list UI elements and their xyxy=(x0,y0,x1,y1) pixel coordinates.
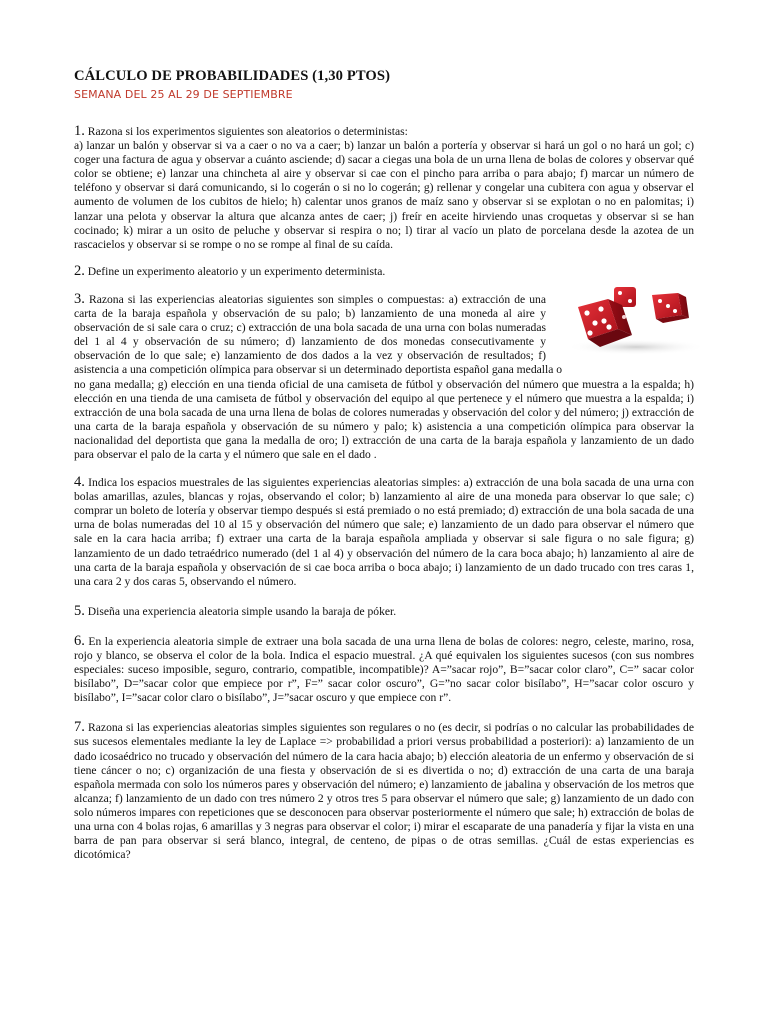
question-text: Define un experimento aleatorio y un experimento determinista. xyxy=(87,264,386,278)
question-number: 7. xyxy=(74,719,85,736)
question-2 xyxy=(74,264,694,279)
question-number: 1. xyxy=(74,123,85,139)
question-3 xyxy=(74,292,694,462)
question-text: Indica los espacios muestrales de las siguientes experiencias aleatorias simples: a) extracción de una bola sacada de una urna con bolas amarillas, azules, blancas y rojas, observando el color; b) lanzamiento al aire de una moneda para observar lo que sale; c) comprar un boleto de lotería y observar tiempo después si está premiado o no está premiado; d) extracción de una bola sacada de una urna de bolas numeradas del 10 al 15 y observación del número que sale; e) lanzamiento de un dado para observar el número que sale en la cara hacia arriba; f) extraer una carta de la baraja española ampliada y observar si sale figura o no sale figura; g) lanzamiento de un dado tetraédrico numerado (del 1 al 4) y observación del número de la cara boca abajo; h) lanzamiento al aire de una carta de la baraja española y observación de si cae boca arriba o boca abajo; i) lanzamiento de un dado trucado con tres caras 1, una cara 2 y dos caras 5, observando el número. xyxy=(74,476,694,588)
question-7 xyxy=(74,720,694,862)
question-number: 6. xyxy=(74,632,85,649)
question-4 xyxy=(74,475,694,589)
question-text: Diseña una experiencia aleatoria simple usando la baraja de póker. xyxy=(87,604,397,618)
question-number: 5. xyxy=(74,602,85,619)
question-text: Razona si las experiencias aleatorias simples siguientes son regulares o no (es decir, si podrías o no calcular las probabilidades de sus sucesos elementales mediante la ley de Laplace => probabilidad a priori versus probabilidad a posteriori): a) lanzamiento de un dado icosaédrico no trucado y observación del número de la cara hacia abajo; b) elección aleatoria de un enfermo y observación de si tiene cáncer o no; c) organización de una fiesta y observación de si es divertida o no; d) extracción de una carta de una baraja española mermada con solo los números pares y observación del número; e) lanzamiento de jabalina y observación de los metros que alcanza; f) lanzamiento de un dado con tres número 2 y otros tres 5 para observar el número que sale; g) lanzamiento de un dado con solo números impares con repeticiones que se desconocen para observar posteriormente el número que sale; h) extracción de bolas de una urna con 4 bolas rojas, 6 amarillas y 3 negras para observar el color; i) mirar el escaparate de una panadería y fijar la vista en una barra de pan para observar si será blanco, integral, de centeno, de pipas o de otras semillas. ¿Cuál de estas experiencias es dicotómica? xyxy=(74,721,694,862)
document-title: CÁLCULO DE PROBABILIDADES (1,30 PTOS) xyxy=(74,68,391,84)
question-text: Razona si los experimentos siguientes son aleatorios o deterministas: xyxy=(87,125,408,138)
question-text: Razona si las experiencias aleatorias siguientes son simples o compuestas: a) extracción de una carta de la baraja española y observación de su palo; b) lanzamiento de una moneda al aire y observación de si sale cara o cruz; c) extracción de una bola sacada de una urna con bolas numeradas del 1 al 4 y observación de su número; d) lanzamiento de dos monedas consecutivamente y observación de lo que sale; e) lanzamiento de dos dados a la vez y observación de resultados; f) asistencia a una competición olímpica para observar si un determinado deportista español gana medalla o xyxy=(74,292,563,377)
document-page xyxy=(74,68,694,862)
question-1 xyxy=(74,124,694,252)
question-number: 3. xyxy=(74,290,85,307)
question-number: 4. xyxy=(74,474,85,491)
question-text-continued: no gana medalla; g) elección en una tienda oficial de una camiseta de fútbol y observación del número que muestra a la espalda; h) elección en una tienda de una camiseta de fútbol y observación del equipo al que pertenece y el número que muestra a la espalda; i) extracción de una bola sacada de una urna llena de bolas de colores numeradas y observación del color y del número; j) extracción de una carta de la baraja española y observación de su número y palo; k) asistencia a una competición olímpica para observar la nacionalidad del deportista que gana la medalla de oro; l) extracción de una carta de la baraja española y lanzamiento de un dado para observar el palo de la carta y el número que sale en el dado . xyxy=(74,377,694,461)
question-5 xyxy=(74,604,694,619)
question-body: a) lanzar un balón y observar si va a caer o no va a caer; b) lanzar un balón a portería y observar si hará un gol o no hará un gol; c) coger una factura de agua y observar a cuánto asciende; d) sacar a ciegas una bola de un urna llena de bolas de colores y observar qué color se obtiene; e) lanzar una chincheta al aire y observar si cae con el pincho para arriba o para abajo; f) marcar un número de teléfono y observar si dará comunicando, si lo cogerán o si no lo cogerán; g) rellenar y congelar una cubitera con agua y observar el aumento de volumen de los cubitos de hielo; h) calentar unos granos de maíz sano y observar si se explotan o no en palomitas; i) lanzar una pelota y observar la altura que alcanza antes de caer; j) freír en aceite hirviendo unas croquetas y observar si se han cocinado; k) mirar a un osito de peluche y observar si respira o no; l) tirar al vacío un plato de porcelana desde la azotea de un rascacielos y observar si se rompe o no se rompe al final de su caída. xyxy=(74,139,694,251)
question-6 xyxy=(74,634,694,705)
document-subtitle: SEMANA DEL 25 AL 29 DE SEPTIEMBRE xyxy=(74,88,293,101)
dice-image xyxy=(556,285,706,355)
question-number: 2. xyxy=(74,262,85,279)
question-text: En la experiencia aleatoria simple de extraer una bola sacada de una urna llena de bolas de colores: negro, celeste, marino, rosa, rojo y blanco, se observa el color de la bola. Indica el espacio muestral. ¿A qué equivalen los siguientes sucesos (con sus nombres especiales: suceso imposible, seguro, contrario, compatible, incompatible)? A=”sacar rojo”, B=”sacar color claro”, C=” sacar color bisílabo”, D=”sacar color que empiece por r”, F=” sacar color oscuro”, G=”no sacar color bisílabo”, H=”sacar color oscuro y bisílabo”, I=”sacar color claro o bisílabo”, J=”sacar oscuro y que empiece con r”. xyxy=(74,634,695,705)
